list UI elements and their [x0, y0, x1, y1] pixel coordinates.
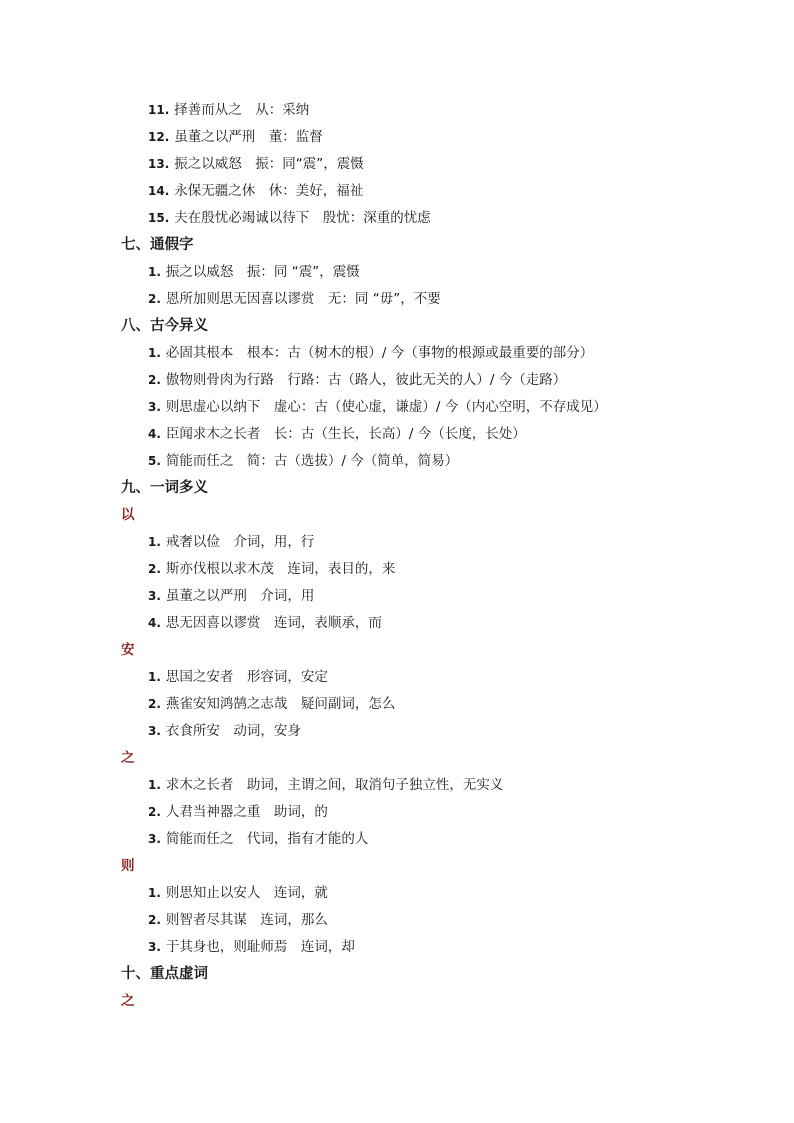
list-item: 2. 斯亦伐根以求木茂 连词，表目的，来	[148, 561, 396, 577]
list-item: 11. 择善而从之 从：采纳	[148, 102, 310, 118]
word-heading-zhi-xuci: 之	[121, 993, 135, 1009]
list-item: 4. 臣闻求木之长者 长：古（生长，长高）/ 今（长度，长处）	[148, 426, 526, 442]
list-item: 2. 人君当神器之重 助词，的	[148, 804, 328, 820]
list-item: 3. 虽董之以严刑 介词，用	[148, 588, 315, 604]
word-heading-an: 安	[121, 642, 135, 658]
list-item: 3. 衣食所安 动词，安身	[148, 723, 301, 739]
list-item: 13. 振之以威怒 振：同“震”，震慑	[148, 156, 364, 172]
section-heading-tongjiazi: 七、通假字	[121, 237, 194, 253]
word-heading-zhi: 之	[121, 750, 135, 766]
list-item: 2. 则智者尽其谋 连词，那么	[148, 912, 328, 928]
list-item: 3. 简能而任之 代词，指有才能的人	[148, 831, 369, 847]
word-heading-ze: 则	[121, 858, 135, 874]
list-item: 15. 夫在殷忧必竭诚以待下 殷忧：深重的忧虑	[148, 210, 431, 226]
list-item: 3. 于其身也，则耻师焉 连词，却	[148, 939, 355, 955]
list-item: 2. 燕雀安知鸿鹄之志哉 疑问副词，怎么	[148, 696, 396, 712]
list-item: 12. 虽董之以严刑 董：监督	[148, 129, 323, 145]
document-page	[0, 97, 794, 1015]
list-item: 1. 思国之安者 形容词，安定	[148, 669, 328, 685]
section-heading-gujinyiyi: 八、古今异义	[121, 318, 208, 334]
continued-list	[0, 97, 794, 232]
section-heading-yiciduoyi: 九、一词多义	[121, 480, 208, 496]
list-item: 3. 则思虚心以纳下 虚心：古（使心虚，谦虚）/ 今（内心空明，不存成见）	[148, 399, 607, 415]
list-item: 5. 简能而任之 简：古（选拔）/ 今（简单，简易）	[148, 453, 459, 469]
list-item: 14. 永保无疆之休 休：美好，福祉	[148, 183, 364, 199]
list-item: 1. 求木之长者 助词，主谓之间，取消句子独立性，无实义	[148, 777, 504, 793]
list-item: 1. 振之以威怒 振：同 “震”，震慑	[148, 264, 360, 280]
list-item: 1. 则思知止以安人 连词，就	[148, 885, 328, 901]
list-item: 4. 思无因喜以谬赏 连词，表顺承，而	[148, 615, 382, 631]
list-item: 2. 恩所加则思无因喜以谬赏 无：同 “毋”，不要	[148, 291, 441, 307]
word-heading-yi: 以	[121, 507, 135, 523]
list-item: 1. 必固其根本 根本：古（树木的根）/ 今（事物的根源或最重要的部分）	[148, 345, 594, 361]
list-item: 1. 戒奢以俭 介词，用，行	[148, 534, 315, 550]
list-item: 2. 傲物则骨肉为行路 行路：古（路人，彼此无关的人）/ 今（走路）	[148, 372, 567, 388]
section-heading-zhongdianxuci: 十、重点虚词	[121, 966, 208, 982]
